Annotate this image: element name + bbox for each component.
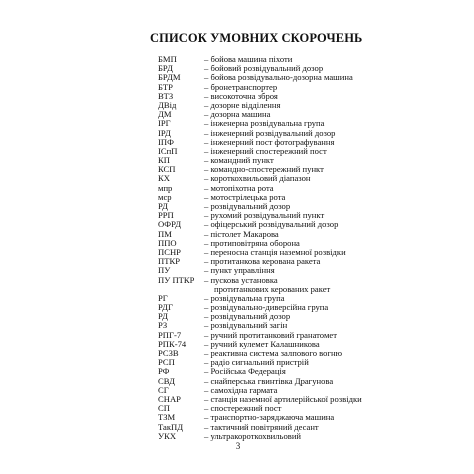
abbreviation-definition: – розвідувальний дозор [204, 201, 291, 211]
abbreviation-definition: – командно-спостережний пункт [204, 164, 324, 175]
abbreviation-definition: – снайперська гвинтівка Драгунова [204, 375, 334, 386]
abbreviation-entry [158, 358, 448, 367]
abbreviation-term: ІСпП [158, 145, 178, 156]
abbreviation-definition: – інженерний пост фотографування [204, 136, 335, 147]
abbreviation-definition: – розвідувальний дозор [204, 311, 291, 322]
abbreviation-definition: – дозорна машина [204, 109, 271, 120]
abbreviation-entry [158, 303, 448, 312]
abbreviation-term: КСП [158, 164, 176, 175]
abbreviation-definition: – пістолет Макарова [204, 228, 279, 239]
abbreviation-entry [158, 220, 448, 229]
abbreviation-term: ДМ [158, 109, 172, 120]
abbreviation-entry [158, 101, 448, 110]
abbreviation-definition: – пускова установка [204, 274, 278, 285]
abbreviation-entry [158, 266, 448, 275]
abbreviation-definition: – реактивна система залпового вогню [204, 348, 343, 358]
abbreviation-term: ДВід [158, 99, 177, 110]
abbreviation-entry [158, 423, 448, 432]
abbreviation-definition: – протитанкова керована ракета [204, 256, 321, 267]
abbreviation-definition: – офіцерський розвідувальний дозор [204, 219, 339, 230]
abbreviation-definition: – самохідна гармата [204, 384, 278, 395]
abbreviation-term: РПГ-7 [158, 329, 182, 340]
abbreviation-definition: – розвідувальний загін [204, 320, 288, 331]
abbreviation-term: РФ [158, 366, 170, 377]
abbreviation-term: РСП [158, 357, 175, 368]
abbreviation-entry [158, 257, 448, 266]
abbreviation-definition: – інженерна розвідувальна група [204, 118, 325, 129]
abbreviation-term: мср [158, 191, 172, 202]
abbreviation-term: ВТЗ [158, 90, 174, 101]
abbreviation-term: ІРД [158, 127, 171, 138]
abbreviation-definition: – протиповітряна оборона [204, 237, 300, 248]
abbreviation-definition: – бойова розвідувально-дозорна машина [204, 72, 353, 83]
abbreviation-term: КП [158, 155, 170, 166]
abbreviation-term: ІПФ [158, 136, 174, 147]
abbreviation-definition: протитанкових керованих ракет [214, 283, 331, 294]
abbreviation-entry [158, 312, 448, 321]
abbreviation-definition: – пункт управління [204, 265, 275, 276]
abbreviation-term: БРДМ [158, 72, 181, 83]
abbreviation-term: КХ [158, 173, 170, 184]
abbreviation-term: РПК-74 [158, 338, 187, 349]
abbreviation-entry [158, 230, 448, 239]
abbreviation-definition: – інженерний спостережний пост [204, 145, 327, 156]
abbreviation-term: ПУ [158, 265, 171, 276]
abbreviation-term: РД [158, 311, 168, 322]
abbreviation-term: ПТКР [158, 256, 180, 267]
abbreviation-definition: – станція наземної артилерійської розвідки [204, 393, 362, 404]
abbreviation-entry [158, 285, 448, 294]
abbreviation-term: РЗ [158, 320, 168, 331]
abbreviation-term: СП [158, 403, 170, 414]
abbreviation-term: ПУ ПТКР [158, 274, 195, 285]
abbreviation-term: ПМ [158, 228, 172, 239]
abbreviation-definition: – бойова машина піхоти [204, 54, 293, 64]
abbreviation-entry [158, 184, 448, 193]
abbreviation-entry [158, 83, 448, 92]
abbreviation-definition: – бронетранспортер [204, 81, 278, 92]
page-title: СПИСОК УМОВНИХ СКОРОЧЕНЬ [150, 31, 363, 45]
abbreviation-definition: – ультракороткохвильовий [204, 430, 302, 441]
abbreviation-definition: – рухомий розвідувальний пункт [204, 210, 325, 221]
abbreviation-term: ТЗМ [158, 412, 176, 423]
abbreviation-term: УКХ [158, 430, 177, 441]
abbreviation-term: РГ [158, 292, 168, 303]
abbreviation-definition: – розвідувально-диверсійна група [204, 302, 329, 313]
abbreviation-definition: – переносна станція наземної розвідки [204, 246, 346, 257]
abbreviation-list [158, 55, 448, 441]
abbreviation-term: ОФРД [158, 219, 182, 230]
abbreviation-definition: – дозорне відділення [204, 99, 281, 110]
abbreviation-term: РРП [158, 210, 174, 221]
abbreviation-definition: – високоточна зброя [204, 90, 278, 101]
abbreviation-term: ППО [158, 237, 177, 248]
abbreviation-term: мпр [158, 182, 173, 193]
abbreviation-entry [158, 174, 448, 183]
abbreviation-term: СВД [158, 375, 175, 386]
abbreviation-entry [158, 395, 448, 404]
abbreviation-definition: – тактичний повітряний десант [204, 421, 319, 432]
abbreviation-term: ІРГ [158, 118, 171, 129]
abbreviation-definition: – ручний протитанковий гранатомет [204, 329, 337, 340]
abbreviation-definition: – бойовий розвідувальний дозор [204, 63, 324, 74]
abbreviation-term: РСЗВ [158, 348, 179, 358]
abbreviation-term: ПСНР [158, 246, 181, 257]
abbreviation-term: СГ [158, 384, 169, 395]
abbreviation-term: РДГ [158, 302, 173, 313]
abbreviation-term: БТР [158, 81, 173, 92]
abbreviation-entry [158, 432, 448, 441]
abbreviation-definition: – розвідувальна група [204, 292, 285, 303]
abbreviation-term: БМП [158, 54, 177, 64]
abbreviation-entry [158, 92, 448, 101]
abbreviation-definition: – інженерний розвідувальний дозор [204, 127, 336, 138]
abbreviation-definition: – транспортно-заряджаюча машина [204, 412, 335, 423]
page-number: 3 [235, 441, 241, 451]
abbreviation-definition: – радіо сигнальний пристрій [204, 357, 309, 368]
abbreviation-definition: – мотострілецька рота [204, 191, 286, 202]
abbreviation-term: БРД [158, 63, 173, 74]
abbreviation-definition: – ручний кулемет Калашникова [204, 338, 320, 349]
abbreviation-term: РД [158, 201, 168, 211]
abbreviation-entry [158, 147, 448, 156]
abbreviation-definition: – Російська Федерація [204, 366, 286, 377]
abbreviation-definition: – мотопіхотна рота [204, 182, 274, 193]
abbreviation-definition: – спостережний пост [204, 403, 282, 414]
abbreviation-entry [158, 193, 448, 202]
abbreviation-term: СНАР [158, 393, 181, 404]
abbreviation-definition: – командний пункт [204, 155, 274, 166]
abbreviation-term: ТакПД [158, 421, 184, 432]
abbreviation-definition: – короткохвильовий діапазон [204, 173, 311, 184]
abbreviation-entry [158, 73, 448, 82]
abbreviation-entry [158, 377, 448, 386]
